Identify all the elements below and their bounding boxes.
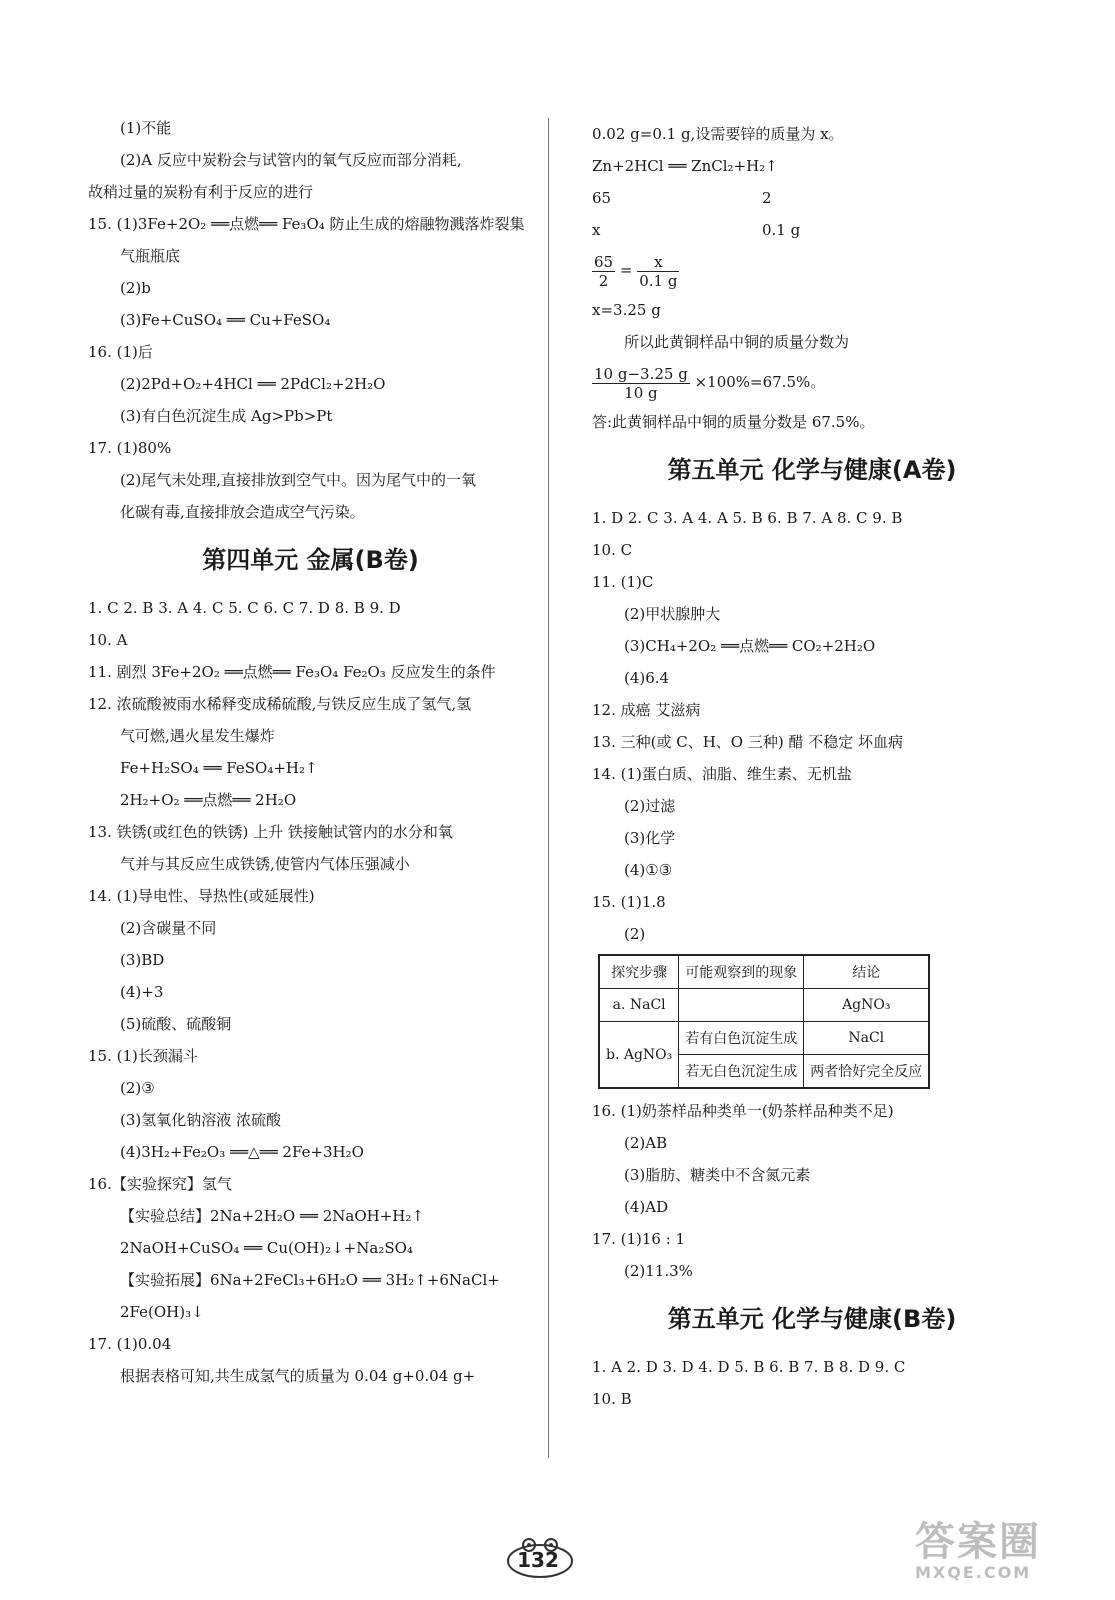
table-header: 探究步骤	[599, 955, 679, 989]
text-line: (3)Fe+CuSO₄ ══ Cu+FeSO₄	[120, 311, 331, 329]
fraction: $\frac{x}{0.1 g}$	[639, 252, 678, 290]
text-line: 11. (1)C	[592, 573, 654, 591]
text-line: (2)2Pd+O₂+4HCl ══ 2PdCl₂+2H₂O	[120, 375, 386, 393]
watermark-url: MXQE.COM	[915, 1563, 1032, 1582]
text-line: 【实验总结】2Na+2H₂O ══ 2NaOH+H₂↑	[120, 1207, 424, 1225]
text-line: (2)b	[120, 279, 151, 297]
answer-line: 答:此黄铜样品中铜的质量分数是 67.5%。	[592, 413, 875, 431]
text-line: 16. (1)后	[88, 343, 153, 361]
text-line: 12. 成癌 艾滋病	[592, 701, 701, 719]
text-line: 气可燃,遇火星发生爆炸	[120, 727, 275, 745]
text-line: 2NaOH+CuSO₄ ══ Cu(OH)₂↓+Na₂SO₄	[120, 1239, 413, 1257]
page-number: 132	[517, 1548, 559, 1572]
text-line: (4)3H₂+Fe₂O₃ ══△══ 2Fe+3H₂O	[120, 1143, 364, 1161]
table-cell: 两者恰好完全反应	[804, 1055, 930, 1089]
table-cell: 若有白色沉淀生成	[679, 1022, 804, 1055]
text-line: 13. 铁锈(或红色的铁锈) 上升 铁接触试管内的水分和氧	[88, 823, 453, 841]
text-line: (3)化学	[624, 829, 676, 847]
text-line: 1. C 2. B 3. A 4. C 5. C 6. C 7. D 8. B 9. D	[88, 599, 401, 617]
text-line: 16.【实验探究】氢气	[88, 1175, 232, 1193]
text-line: (2)尾气未处理,直接排放到空气中。因为尾气中的一氧	[120, 471, 477, 489]
text-line: 故稍过量的炭粉有利于反应的进行	[88, 183, 314, 201]
table-cell: 若无白色沉淀生成	[679, 1055, 804, 1089]
table-cell: AgNO₃	[804, 989, 930, 1022]
watermark-text: 答案圈	[915, 1519, 1041, 1565]
text-line: (3)BD	[120, 951, 165, 969]
calc-cell: x	[592, 221, 601, 239]
text-line: x=3.25 g	[592, 301, 661, 319]
fraction: $\frac{10 g-3.25 g}{10 g}$	[594, 364, 688, 402]
text-line: (2)过滤	[624, 797, 676, 815]
watermark-logo	[915, 1510, 1095, 1590]
table-row	[599, 989, 929, 1022]
text-line: (3)氢氧化钠溶液 浓硫酸	[120, 1111, 282, 1129]
text-line: 15. (1)3Fe+2O₂ ══点燃══ Fe₃O₄ 防止生成的熔融物溅落炸裂集	[88, 215, 525, 233]
text-line: 根据表格可知,共生成氢气的质量为 0.04 g+0.04 g+	[120, 1367, 476, 1385]
text-line: 14. (1)蛋白质、油脂、维生素、无机盐	[592, 765, 852, 783]
calc-row	[592, 214, 1032, 246]
table-cell	[679, 989, 804, 1022]
table-cell: NaCl	[804, 1022, 930, 1055]
text-line: 2H₂+O₂ ══点燃══ 2H₂O	[120, 791, 297, 809]
text-line: (2)	[624, 925, 646, 943]
text-line: 17. (1)0.04	[88, 1335, 172, 1353]
calc-cell: 0.1 g	[762, 221, 801, 239]
text-line: (2)③	[120, 1079, 155, 1097]
text-line: 2Fe(OH)₃↓	[120, 1303, 204, 1321]
text-line: 10. B	[592, 1390, 632, 1408]
proportion-equation: $\frac{65}{2}$ = $\frac{x}{0.1 g}$	[594, 252, 678, 290]
text-line: 12. 浓硫酸被雨水稀释变成稀硫酸,与铁反应生成了氢气,氢	[88, 695, 472, 713]
text-line: (2)含碳量不同	[120, 919, 217, 937]
text-line: 所以此黄铜样品中铜的质量分数为	[624, 333, 850, 351]
text-line: (5)硫酸、硫酸铜	[120, 1015, 232, 1033]
table-cell: b. AgNO₃	[599, 1022, 679, 1089]
text-line: 17. (1)16 : 1	[592, 1230, 686, 1248]
text-line: (4)①③	[624, 861, 673, 879]
text-line: 10. C	[592, 541, 633, 559]
text-line: (2)甲状腺肿大	[624, 605, 721, 623]
text-line: 16. (1)奶茶样品种类单一(奶茶样品种类不足)	[592, 1102, 894, 1120]
text-line: 气瓶瓶底	[120, 247, 181, 265]
equation-line: Zn+2HCl ══ ZnCl₂+H₂↑	[592, 157, 778, 175]
text-line: (2)AB	[624, 1134, 668, 1152]
table-row	[599, 1022, 929, 1055]
text-line: 13. 三种(或 C、H、O 三种) 醋 不稳定 坏血病	[592, 733, 904, 751]
text-line: 气并与其反应生成铁锈,使管内气体压强减小	[120, 855, 410, 873]
text-line: 化碳有毒,直接排放会造成空气污染。	[120, 503, 365, 521]
calc-row	[592, 182, 1032, 214]
text-line: 1. D 2. C 3. A 4. A 5. B 6. B 7. A 8. C 9. B	[592, 509, 903, 527]
text-line: 【实验拓展】6Na+2FeCl₃+6H₂O ══ 3H₂↑+6NaCl+	[120, 1271, 500, 1289]
text-line: 10. A	[88, 631, 128, 649]
text-line: Fe+H₂SO₄ ══ FeSO₄+H₂↑	[120, 759, 318, 777]
text-line: (3)脂肪、糖类中不含氮元素	[624, 1166, 811, 1184]
section-heading: 第五单元 化学与健康(B卷)	[667, 1305, 957, 1333]
text-line: 14. (1)导电性、导热性(或延展性)	[88, 887, 315, 905]
text-line: (4)AD	[624, 1198, 669, 1216]
text-line: (3)CH₄+2O₂ ══点燃══ CO₂+2H₂O	[624, 637, 876, 655]
text-line: (3)有白色沉淀生成 Ag>Pb>Pt	[120, 407, 333, 425]
text-line: 0.02 g=0.1 g,设需要锌的质量为 x。	[592, 125, 844, 143]
right-column	[592, 118, 1032, 1415]
calc-cell: 2	[762, 189, 772, 207]
text-line: (1)不能	[120, 119, 172, 137]
text-line: (2)A 反应中炭粉会与试管内的氧气反应而部分消耗,	[120, 151, 462, 169]
left-column	[88, 112, 533, 1392]
text-line: (4)+3	[120, 983, 164, 1001]
calc-cell: 65	[592, 189, 612, 207]
text-line: (2)11.3%	[624, 1262, 693, 1280]
table-header: 结论	[804, 955, 930, 989]
observation-table	[598, 954, 930, 1089]
table-header-row	[599, 955, 929, 989]
text-line: 17. (1)80%	[88, 439, 172, 457]
percentage-equation: $\frac{10 g-3.25 g}{10 g}$ ×100%=67.5%。	[594, 364, 826, 402]
column-divider	[548, 118, 549, 1458]
text-line: 1. A 2. D 3. D 4. D 5. B 6. B 7. B 8. D 9. C	[592, 1358, 906, 1376]
section-heading: 第四单元 金属(B卷)	[202, 546, 419, 574]
text-line: (4)6.4	[624, 669, 670, 687]
text-line: 11. 剧烈 3Fe+2O₂ ══点燃══ Fe₃O₄ Fe₂O₃ 反应发生的条件	[88, 663, 496, 681]
fraction: $\frac{65}{2}$	[594, 252, 614, 290]
text-line: 15. (1)1.8	[592, 893, 666, 911]
text-line: 15. (1)长颈漏斗	[88, 1047, 198, 1065]
table-cell: a. NaCl	[599, 989, 679, 1022]
table-header: 可能观察到的现象	[679, 955, 804, 989]
section-heading: 第五单元 化学与健康(A卷)	[667, 456, 957, 484]
